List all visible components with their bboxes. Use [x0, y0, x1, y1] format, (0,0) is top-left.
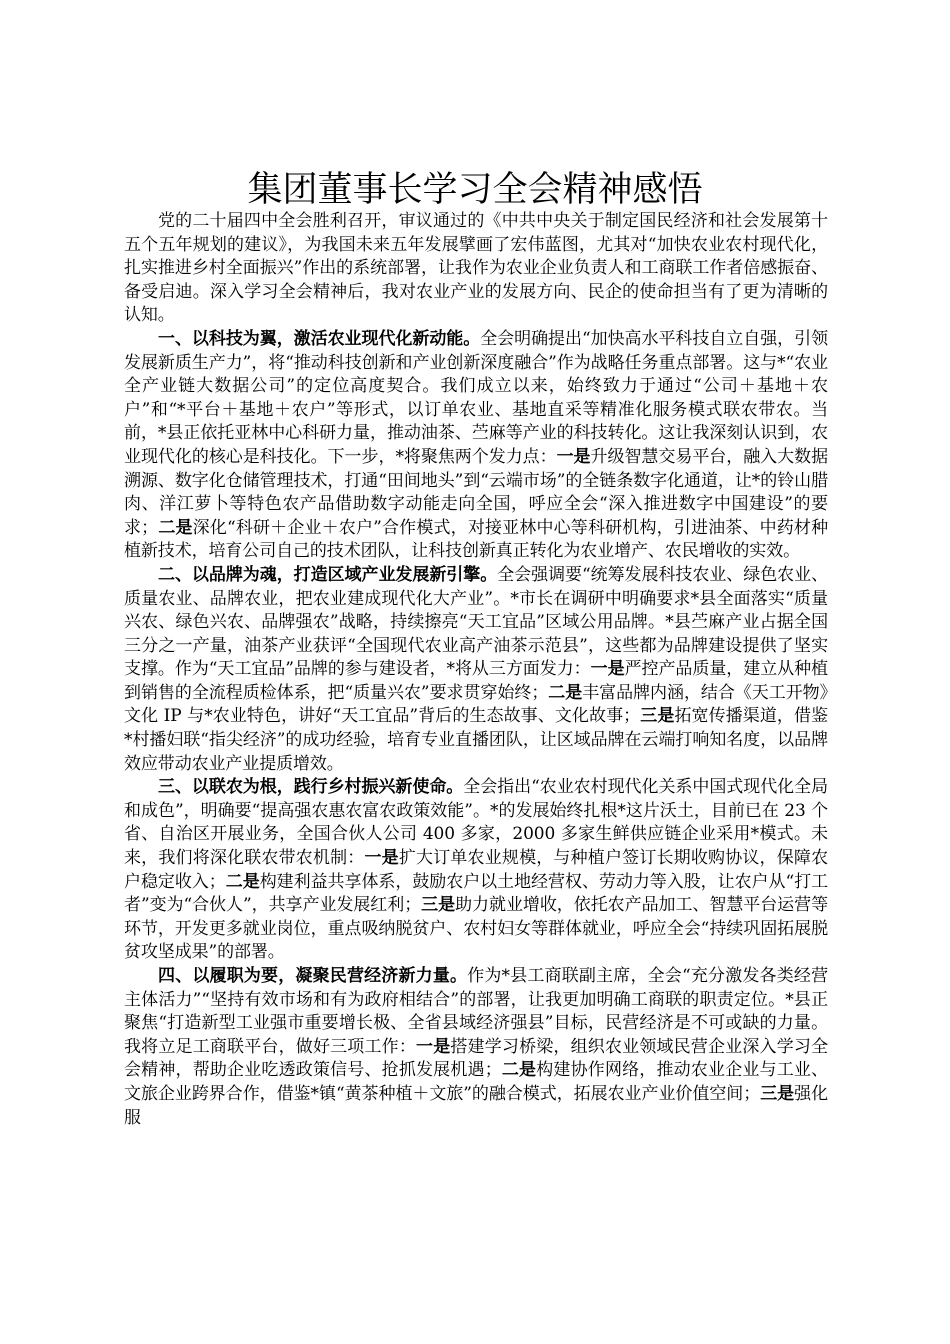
- document-paragraph: [124, 210, 828, 328]
- text-segment: 全会指出“农业农村现代化关系中国式现代化全局和成色”，明确要“提高强农惠农富农政策效能”。*的发展始终扎根*这片沃土，目前已在 23 个省、自治区开展业务，全国合伙人公司 400 多家，2000 多家生鲜供应链企业采用*模式。未来，我们将深化联农带农机制：: [124, 777, 828, 869]
- text-segment: 升级智慧交易平台，融入大数据溯源、数字化仓储管理技术，打通“田间地头”到“云端市场”的全链条数字化通道，让*的铃山腊肉、洋江萝卜等特色农产品借助数字动能走向全国，呼应全会“深入推进数字中国建设”的要求；: [124, 446, 828, 538]
- bold-text-segment: 一是: [364, 848, 399, 869]
- bold-text-segment: 二是: [158, 517, 193, 538]
- document-body: [124, 210, 828, 1130]
- text-segment: 作为*县工商联副主席，全会“充分激发各类经营主体活力”“坚持有效市场和有为政府相结合”的部署，让我更加明确工商联的职责定位。*县正聚焦“打造新型工业强市重要增长极、全省县域经济强县”目标，民营经济是不可或缺的力量。我将立足工商联平台，做好三项工作：: [124, 966, 828, 1057]
- bold-text-segment: 一、以科技为翼，激活农业现代化新动能。: [158, 328, 481, 349]
- bold-text-segment: 二、以品牌为魂，打造区域产业发展新引擎。: [158, 564, 498, 585]
- bold-text-segment: 三、以联农为根，践行乡村振兴新使命。: [158, 777, 464, 798]
- document-paragraph: [124, 965, 828, 1130]
- bold-text-segment: 二是: [501, 1060, 537, 1081]
- text-segment: 助力就业增收，依托农产品加工、智慧平台运营等环节，开发更多就业岗位，重点吸纳脱贫户、农村妇女等群体就业，呼应全会“持续巩固拓展脱贫攻坚成果”的部署。: [124, 895, 828, 963]
- text-segment: 丰富品牌内涵，结合《天工开物》文化 IP 与*农业特色，讲好“天工宜品”背后的生态故事、文化故事；: [124, 682, 829, 727]
- bold-text-segment: 二是: [225, 871, 260, 892]
- document-paragraph: [124, 776, 828, 965]
- text-segment: 全会明确提出“加快高水平科技自立自强，引领发展新质生产力”，将“推动科技创新和产业创新深度融合”作为战略任务重点部署。这与*“农业全产业链大数据公司”的定位高度契合。我们成立以来，始终致力于通过“公司＋基地＋农户”和“*平台＋基地＋农户”等形式，以订单农业、基地直采等精准化服务模式联农带农。当前，*县正依托亚林中心科研力量，推动油茶、苎麻等产业的科技转化。这让我深刻认识到，农业现代化的核心是科技化。下一步，*将聚焦两个发力点：: [124, 328, 828, 467]
- text-segment: 拓宽传播渠道，借鉴*村播妇联“指尖经济”的成功经验，培育专业直播团队，让区域品牌在云端打响知名度，以品牌效应带动农业产业提质增效。: [124, 706, 828, 774]
- bold-text-segment: 二是: [548, 682, 583, 703]
- bold-text-segment: 四、以履职为要，凝聚民营经济新力量。: [158, 966, 468, 986]
- bold-text-segment: 三是: [760, 1083, 795, 1104]
- document-title: 集团董事长学习全会精神感悟: [247, 170, 703, 210]
- text-segment: 严控产品质量，建立从种植到销售的全流程质检体系，把“质量兴农”要求贯穿始终；: [124, 659, 828, 703]
- text-segment: 构建协作网络，推动农业企业与工业、文旅企业跨界合作，借鉴*镇“黄茶种植＋文旅”的融合模式，拓展农业产业价值空间；: [124, 1060, 828, 1104]
- document-paragraph: [124, 328, 828, 564]
- text-segment: 扩大订单农业规模，与种植户签订长期收购协议，保障农户稳定收入；: [124, 848, 828, 892]
- bold-text-segment: 三是: [421, 895, 456, 916]
- text-segment: 构建利益共享体系，鼓励农户以土地经营权、劳动力等入股，让农户从“打工者”变为“合伙人”，共享产业发展红利；: [124, 871, 828, 916]
- document-paragraph: [124, 564, 828, 776]
- text-segment: 全会强调要“统筹发展科技农业、绿色农业、质量农业、品牌农业，把农业建成现代化大产业”。*市长在调研中明确要求*县全面落实“质量兴农、绿色兴农、品牌强农”战略，持续擦亮“天工宜品”区域公用品牌。*县苎麻产业占据全国三分之一产量，油茶产业获评“全国现代农业高产油茶示范县”，这些都为品牌建设提供了坚实支撑。作为“天工宜品”品牌的参与建设者，*将从三方面发力：: [124, 564, 828, 680]
- text-segment: 深化“科研＋企业＋农户”合作模式，对接亚林中心等科研机构，引进油茶、中药材种植新技术，培育公司自己的技术团队，让科技创新真正转化为农业增产、农民增收的实效。: [124, 517, 828, 562]
- bold-text-segment: 三是: [640, 706, 675, 727]
- bold-text-segment: 一是: [590, 659, 625, 680]
- bold-text-segment: 一是: [416, 1036, 451, 1057]
- text-segment: 强化服: [124, 1083, 828, 1128]
- bold-text-segment: 一是: [556, 446, 591, 467]
- text-segment: 搭建学习桥梁，组织农业领域民营企业深入学习全会精神，帮助企业吃透政策信号、抢抓发展机遇；: [124, 1036, 828, 1081]
- text-segment: 党的二十届四中全会胜利召开，审议通过的《中共中央关于制定国民经济和社会发展第十五个五年规划的建议》，为我国未来五年发展擘画了宏伟蓝图，尤其对“加快农业农村现代化，扎实推进乡村全面振兴”作出的系统部署，让我作为农业企业负责人和工商联工作者倍感振奋、备受启迪。深入学习全会精神后，我对农业产业的发展方向、民企的使命担当有了更为清晰的认知。: [124, 211, 828, 326]
